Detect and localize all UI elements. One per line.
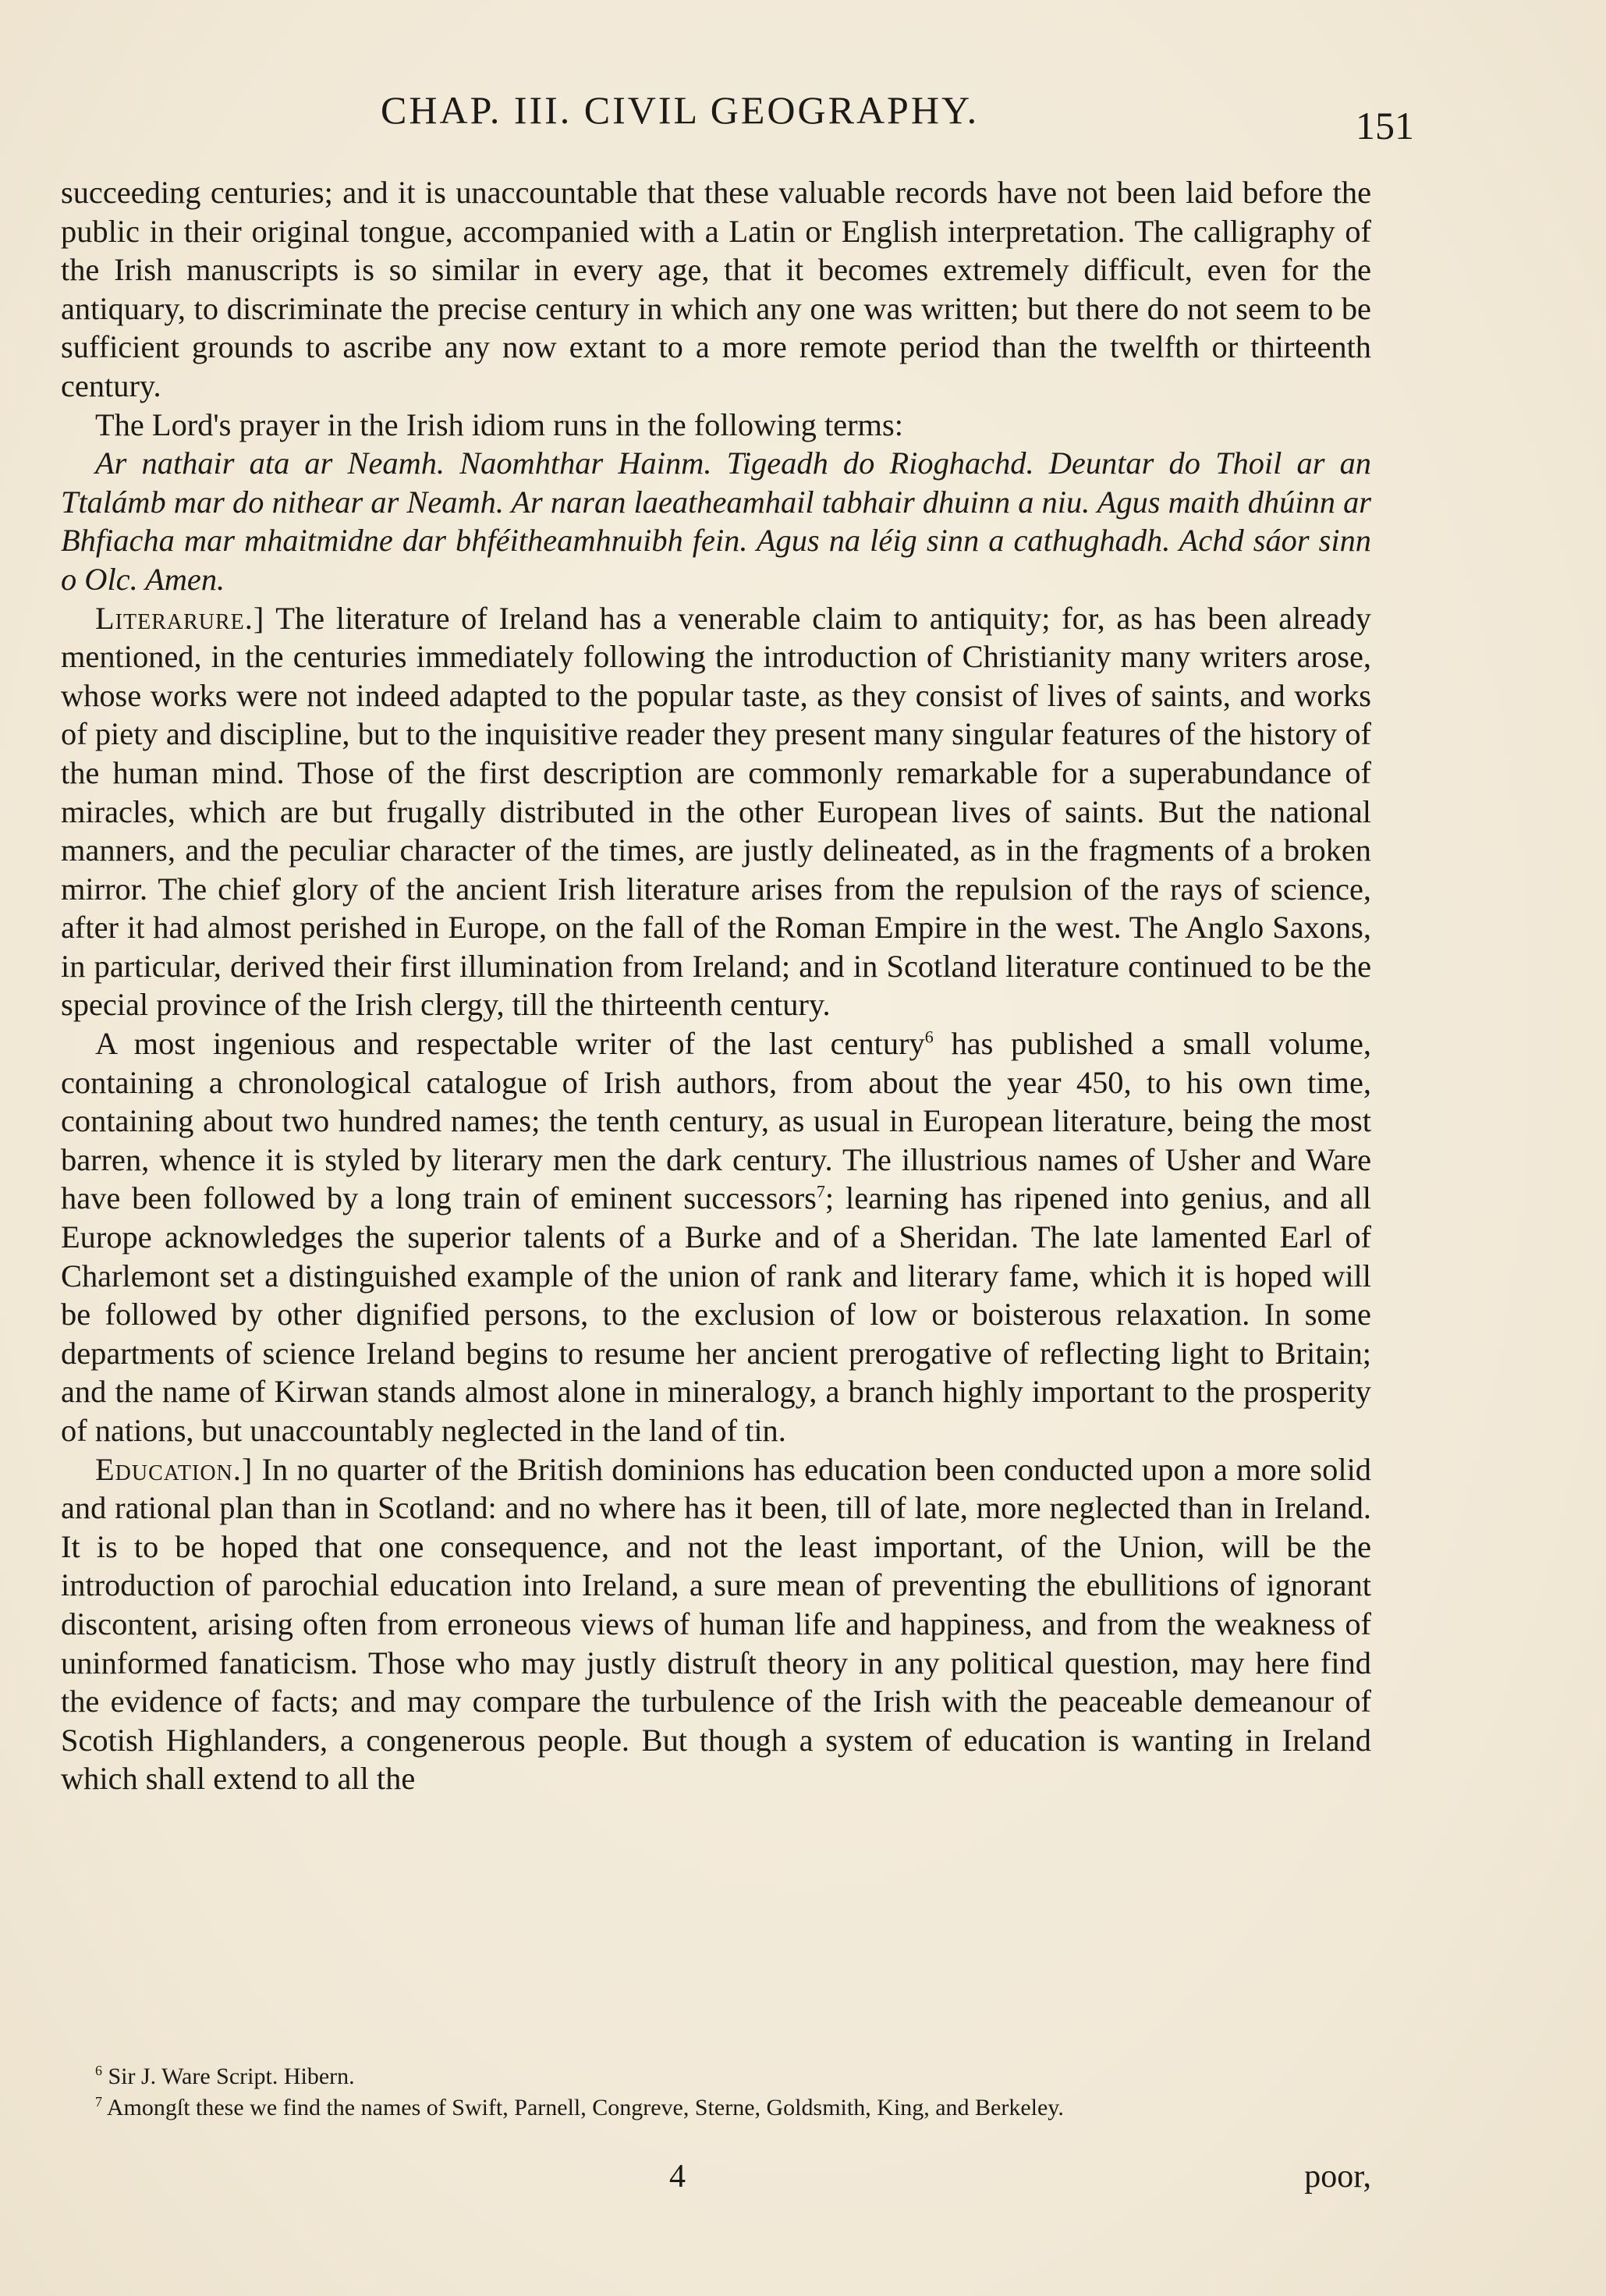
irish-prayer-text: Ar nathair ata ar Neamh. Naomhthar Hainm. Tigeadh do Rioghachd. Deuntar do Thoil ar an Ttalámb mar do nithear ar Neamh. Ar naran laeatheamhail tabhair dhuinn a niu. Agus maith dhúinn ar Bhfiacha mar mhaitmidne dar bhféitheamhnuibh fein. Agus na léig sinn a cathughadh. Achd sáor sinn o Olc. Amen.: [61, 445, 1371, 597]
footnote-ref-6: 6: [924, 1027, 934, 1047]
authors-text-part3: ; learning has ripened into genius, and all Europe acknowledges the superior talents of a Burke and of a Sheridan. The late lamented Earl of Charlemont set a distinguished example of the union of rank and literary fame, which it is hoped will be followed by other dignified persons, to the exclusion of low or boisterous relaxation. In some departments of science Ireland begins to resume her ancient prerogative of reflecting light to Britain; and the name of Kirwan stands almost alone in mineralogy, a branch highly important to the prosperity of nations, but unaccountably neglected in the land of tin.: [61, 1180, 1371, 1448]
literature-text: The literature of Ireland has a venerable claim to antiquity; for, as has been already mentioned, in the centuries immediately following the introduction of Christianity many writers arose, whose works were not indeed adapted to the popular taste, as they consist of lives of saints, and works of piety and discipline, but to the inquisitive reader they present many singular features of the history of the human mind. Those of the first description are commonly remarkable for a superabundance of miracles, which are but frugally distributed in the other European lives of saints. But the national manners, and the peculiar character of the times, are justly delineated, as in the fragments of a broken mirror. The chief glory of the ancient Irish literature arises from the repulsion of the rays of science, after it had almost perished in Europe, on the fall of the Roman Empire in the west. The Anglo Saxons, in particular, derived their first illumination from Ireland; and in Scotland literature continued to be the special province of the Irish clergy, till the thirteenth century.: [61, 600, 1371, 1023]
section-heading-literature: Literarure.]: [95, 600, 265, 636]
page-footer: [61, 2158, 1371, 2205]
paragraph-lords-prayer-intro: The Lord's prayer in the Irish idiom runs in the following terms:: [95, 406, 903, 442]
page-number: 151: [1356, 104, 1414, 147]
main-text: [61, 173, 1371, 1798]
running-head: [61, 87, 1371, 150]
paragraph-literature: [61, 599, 1371, 1025]
catchword: poor,: [1304, 2159, 1371, 2195]
paragraph-continuation: succeeding centuries; and it is unaccountable that these valuable records have not been laid before the public in their original tongue, accompanied with a Latin or English interpretation. The calligraphy of the Irish manuscripts is so similar in every age, that it becomes extremely difficult, even for the antiquary, to discriminate the precise century in which any one was written; but there do not seem to be sufficient grounds to ascribe any now extant to a more remote period than the twelfth or thirteenth century.: [61, 175, 1371, 403]
footnote-6-mark: 6: [95, 2063, 102, 2078]
footnote-6-text: Sir J. Ware Script. Hibern.: [108, 2064, 355, 2089]
section-heading-education: Education.]: [95, 1451, 253, 1487]
footnote-ref-7: 7: [816, 1181, 825, 1201]
footnote-6: [61, 2061, 1371, 2092]
chapter-title: CHAP. III. CIVIL GEOGRAPHY.: [381, 88, 980, 132]
paragraph-irish-authors: [61, 1024, 1371, 1450]
footnotes: [61, 2061, 1371, 2124]
footnote-7-mark: 7: [95, 2094, 102, 2110]
footnote-7: [61, 2092, 1371, 2124]
paragraph-education: [61, 1450, 1371, 1798]
signature-mark: 4: [669, 2159, 686, 2195]
education-text: In no quarter of the British dominions has education been conducted upon a more solid and rational plan than in Scotland: and no where has it been, till of late, more neglected than in Ireland. It is to be hoped that one consequence, and not the least important, of the Union, will be the introduction of parochial education into Ireland, a sure mean of preventing the ebullitions of ignorant discontent, arising often from erroneous views of human life and happiness, and from the weakness of uninformed fanaticism. Those who may justly distruſt theory in any political question, may here find the evidence of facts; and may compare the turbulence of the Irish with the peaceable demeanour of Scotish Highlanders, a congenerous people. But though a system of education is wanting in Ireland which shall extend to all the: [61, 1451, 1371, 1797]
authors-text-part2: has published a small volume, containing a chronological catalogue of Irish authors, from about the year 450, to his own time, containing about two hundred names; the tenth century, as usual in European literature, being the most barren, whence it is styled by literary men the dark century. The illustrious names of Usher and Ware have been followed by a long train of eminent successors: [61, 1026, 1371, 1216]
footnote-7-text: Amongſt these we find the names of Swift, Parnell, Congreve, Sterne, Goldsmith, King, and Berkeley.: [106, 2095, 1064, 2120]
authors-text-part1: A most ingenious and respectable writer of the last century: [95, 1026, 925, 1062]
